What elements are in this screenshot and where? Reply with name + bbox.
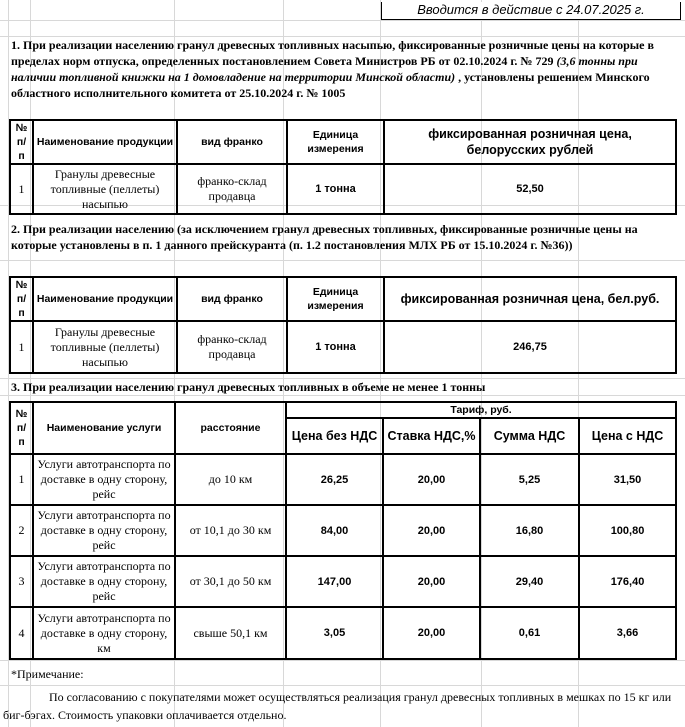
- row-price-vat: 176,40: [579, 556, 676, 607]
- section1-text: [11, 37, 683, 101]
- row-vat-sum: 0,61: [480, 607, 579, 659]
- section3-text: 3. При реализации населению гранул древесных топливных в объеме не менее 1 тонны: [11, 380, 486, 394]
- row-service: Услуги автотранспорта по доставке в одну сторону, рейс: [33, 556, 175, 607]
- header-franco: вид франко: [177, 120, 287, 164]
- row-price: 246,75: [384, 321, 676, 373]
- section1-text-a: 1. При реализации населению гранул древесных топливных насыпью, фиксированные розничные цены на которые в пределах норм отпуска, определенных постановлением Совета Министров РБ от 02.10.2024 г. № 729: [11, 38, 654, 68]
- header-tariff: Тариф, руб.: [286, 402, 676, 418]
- row-price-no-vat: 84,00: [286, 505, 383, 556]
- row-name: Гранулы древесные топливные (пеллеты) насыпью: [33, 321, 177, 373]
- row-vat-sum: 16,80: [480, 505, 579, 556]
- header-num: № п/ п: [10, 277, 33, 321]
- row-price: 52,50: [384, 164, 676, 214]
- row-num: 1: [10, 454, 33, 505]
- note-text: По согласованию с покупателями может осуществляться реализация гранул древесных топливных в мешках по 15 кг или биг-бэгах. Стоимость упаковки оплачивается отдельно.: [3, 690, 672, 722]
- note-title: *Примечание:: [11, 667, 84, 681]
- row-service: Услуги автотранспорта по доставке в одну сторону, км: [33, 607, 175, 659]
- table-row: [10, 164, 676, 214]
- table-row: [10, 321, 676, 373]
- row-service: Услуги автотранспорта по доставке в одну сторону, рейс: [33, 454, 175, 505]
- header-franco: вид франко: [177, 277, 287, 321]
- section1-text-italic: (3,6 тонны при наличии топливной книжки на 1 домовладение на территории Минской области): [11, 54, 638, 84]
- row-price-vat: 31,50: [579, 454, 676, 505]
- header-price-no-vat: Цена без НДС: [286, 418, 383, 454]
- table-row: [10, 556, 676, 607]
- header-name: Наименование продукции: [33, 277, 177, 321]
- effective-date: Вводится в действие с 24.07.2025 г.: [417, 2, 645, 17]
- header-unit: Единица измерения: [287, 120, 384, 164]
- table-delivery-tariff: [9, 401, 677, 660]
- row-vat-rate: 20,00: [383, 454, 480, 505]
- table-row: [10, 454, 676, 505]
- row-price-vat: 100,80: [579, 505, 676, 556]
- header-service: Наименование услуги: [33, 402, 175, 454]
- row-unit: 1 тонна: [287, 321, 384, 373]
- header-vat-rate: Ставка НДС,%: [383, 418, 480, 454]
- row-vat-rate: 20,00: [383, 607, 480, 659]
- header-price-vat: Цена с НДС: [579, 418, 676, 454]
- effective-date-box: [381, 2, 681, 20]
- row-price-no-vat: 3,05: [286, 607, 383, 659]
- row-price-no-vat: 147,00: [286, 556, 383, 607]
- section1-text-b: , установлены решением Минского областного исполнительного комитета от 25.10.2024 г. № 1005: [11, 70, 650, 100]
- header-num: № п/ п: [10, 120, 33, 164]
- row-vat-sum: 5,25: [480, 454, 579, 505]
- row-num: 2: [10, 505, 33, 556]
- table-row: [10, 505, 676, 556]
- header-distance: расстояние: [175, 402, 286, 454]
- row-vat-rate: 20,00: [383, 556, 480, 607]
- row-num: 1: [10, 164, 33, 214]
- section2-text: 2. При реализации населению (за исключением гранул древесных топливных, фиксированные розничные цены на которые установлены в п. 1 данного прейскуранта (п. 1.2 постановления МЛХ РБ от 15.10.2024 г. №36)): [11, 222, 638, 252]
- table-retail-price-1: [9, 119, 677, 215]
- row-num: 4: [10, 607, 33, 659]
- row-distance: до 10 км: [175, 454, 286, 505]
- row-num: 3: [10, 556, 33, 607]
- header-price: фиксированная розничная цена, бел.руб.: [384, 277, 676, 321]
- header-num: № п/ п: [10, 402, 33, 454]
- header-name: Наименование продукции: [33, 120, 177, 164]
- header-unit: Единица измерения: [287, 277, 384, 321]
- row-vat-rate: 20,00: [383, 505, 480, 556]
- header-price: фиксированная розничная цена, белорусских рублей: [384, 120, 676, 164]
- row-service: Услуги автотранспорта по доставке в одну сторону, рейс: [33, 505, 175, 556]
- row-price-vat: 3,66: [579, 607, 676, 659]
- row-name: Гранулы древесные топливные (пеллеты) насыпью: [33, 164, 177, 214]
- row-distance: от 30,1 до 50 км: [175, 556, 286, 607]
- row-franco: франко-склад продавца: [177, 164, 287, 214]
- row-franco: франко-склад продавца: [177, 321, 287, 373]
- row-price-no-vat: 26,25: [286, 454, 383, 505]
- row-unit: 1 тонна: [287, 164, 384, 214]
- row-distance: свыше 50,1 км: [175, 607, 286, 659]
- header-vat-sum: Сумма НДС: [480, 418, 579, 454]
- row-num: 1: [10, 321, 33, 373]
- row-vat-sum: 29,40: [480, 556, 579, 607]
- row-distance: от 10,1 до 30 км: [175, 505, 286, 556]
- table-retail-price-2: [9, 276, 677, 374]
- table-row: [10, 607, 676, 659]
